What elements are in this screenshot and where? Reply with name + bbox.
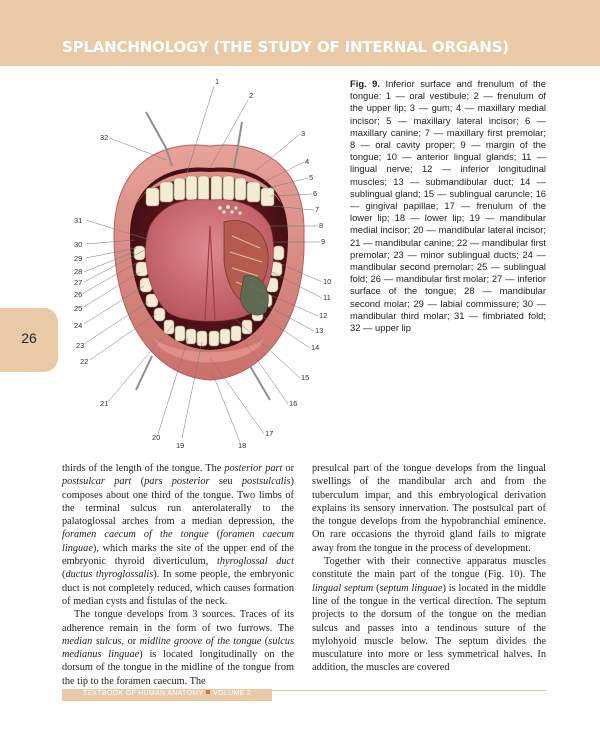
- label-16: 16: [289, 399, 298, 408]
- italic-term: thyroglossal duct: [217, 556, 294, 568]
- label-7: 7: [315, 205, 320, 214]
- header-band: [0, 0, 600, 66]
- paragraph: The tongue develops from 3 sources. Traces of its adherence remain in the form of two furrows. The median sulcus, or midline groove of the tongue (sulcus medianus linguae) is located longitudinally on the dorsum of the tongue in the midline of the tongue from the tip to the foramen caecum. The: [62, 609, 294, 687]
- label-5: 5: [309, 173, 314, 182]
- italic-term: median sulcus: [62, 635, 122, 647]
- label-23: 23: [76, 341, 85, 350]
- label-14: 14: [311, 343, 320, 352]
- label-10: 10: [323, 277, 332, 286]
- italic-term: pars posterior: [144, 476, 210, 488]
- label-27: 27: [74, 278, 83, 287]
- label-17: 17: [265, 429, 274, 438]
- label-22: 22: [80, 357, 89, 366]
- label-30: 30: [74, 240, 83, 249]
- label-29: 29: [74, 254, 83, 263]
- label-3: 3: [301, 129, 306, 138]
- label-19: 19: [176, 441, 185, 448]
- footer-square: [206, 690, 210, 694]
- label-24: 24: [74, 321, 83, 330]
- page-number: 26: [21, 330, 37, 346]
- footer-text: [62, 690, 272, 697]
- italic-term: posterior part: [224, 463, 283, 474]
- label-8: 8: [319, 221, 324, 230]
- label-2: 2: [249, 91, 254, 100]
- paragraph: thirds of the length of the tongue. The posterior part or postsulcar part (pars posterior seu postsulcalis) composes about one third of the tongue. Two limbs of the terminal sulcus run anterolaterally to the palatoglossal arches from a median depression, the foramen caecum of the tongue (foramen caecum linguae), which marks the site of the upper end of the embryonic thyroid diverticulum, thyroglossal duct (ductus thyroglossalis). In some people, the embryonic duct is not completely reduced, which causes formation of median cysts and fistulas of the neck.: [62, 463, 294, 607]
- italic-term: septum linguae: [379, 582, 443, 594]
- label-12: 12: [319, 311, 328, 320]
- label-20: 20: [152, 433, 161, 442]
- label-32: 32: [100, 133, 109, 142]
- label-11: 11: [323, 293, 331, 302]
- footer-band: [62, 689, 272, 701]
- paragraph: Together with their connective apparatus muscles constitute the main part of the tongue (Fig. 10). The lingual septum (septum linguae) is located in the middle line of the tongue in the vertical direction. The septum projects to the dorsum of the tongue on the median sulcus and passes into a tendinous suture of the mylohyoid muscle below. The septum divides the musculature into more or less symmetrical halves. In addition, the muscles are covered: [312, 556, 546, 674]
- mouth-figure: [74, 76, 338, 448]
- label-15: 15: [301, 373, 310, 382]
- body-column-right: [312, 462, 546, 675]
- chapter-title: SPLANCHNOLOGY (THE STUDY OF INTERNAL ORGANS): [62, 38, 509, 56]
- label-25: 25: [74, 304, 83, 313]
- italic-term: foramen caecum of the tongue: [62, 529, 209, 541]
- label-21: 21: [100, 399, 109, 408]
- italic-term: ductus thyroglossalis: [65, 569, 154, 581]
- italic-term: lingual septum: [312, 582, 374, 594]
- italic-term: foramen caecum linguae: [62, 529, 294, 554]
- footer-volume: VOLUME 2: [213, 690, 252, 697]
- label-9: 9: [321, 237, 326, 246]
- italic-term: midline groove of the tongue: [139, 635, 262, 647]
- italic-term: sulcus medianus linguae: [62, 635, 294, 661]
- figure-caption: [350, 78, 546, 334]
- caption-text: Inferior surface and frenulum of the tongue: 1 — oral vestibule; 2 — frenulum of the upper lip; 3 — gum; 4 — maxillary medial incisor; 5 — maxillary lateral incisor; 6 — maxillary canine; 7 — maxillary first premolar; 8 — oral cavity proper; 9 — margin of the tongue; 10 — anterior lingual glands; 11 — lingual nerve; 12 — inferior longitudinal muscles; 13 — submandibular duct; 14 — sublingual gland; 15 — sublingual caruncle; 16 — gingival papillae; 17 — frenulum of the lower lip; 18 — lower lip; 19 — mandibular medial incisor; 20 — mandibular lateral incisor; 21 — mandibular canine; 22 — mandibular first premolar; 23 — minor sublingual ducts; 24 — mandibular second premolar; 25 — sublingual fold; 26 — mandibular first molar; 27 — inferior surface of the tongue; 28 — mandibular second molar; 29 — labial commissure; 30 — mandibular third molar; 31 — fimbriated fold; 32 — upper lip: [350, 78, 546, 334]
- label-28: 28: [74, 267, 83, 276]
- label-4: 4: [305, 157, 310, 166]
- italic-term: postsulcalis: [241, 476, 291, 488]
- label-6: 6: [313, 189, 318, 198]
- footer-book: TEXTBOOK OF HUMAN ANATOMY: [82, 690, 204, 697]
- caption-label: Fig. 9.: [350, 78, 380, 89]
- italic-term: postsulcar part: [62, 476, 132, 488]
- label-18: 18: [238, 441, 247, 448]
- label-13: 13: [315, 326, 324, 335]
- label-26: 26: [74, 290, 83, 299]
- paragraph: presulcal part of the tongue develops from the lingual swellings of the mandibular arch and from the tuberculum impar, and this embryological derivation explains its sensory innervation. The postsulcal part of the tongue develops from the hypobranchial eminence. On rare occasions the thyroid gland fails to migrate away from the tongue in the process of development.: [312, 463, 546, 554]
- label-1: 1: [215, 77, 220, 86]
- label-31: 31: [74, 216, 83, 225]
- body-column-left: [62, 462, 294, 688]
